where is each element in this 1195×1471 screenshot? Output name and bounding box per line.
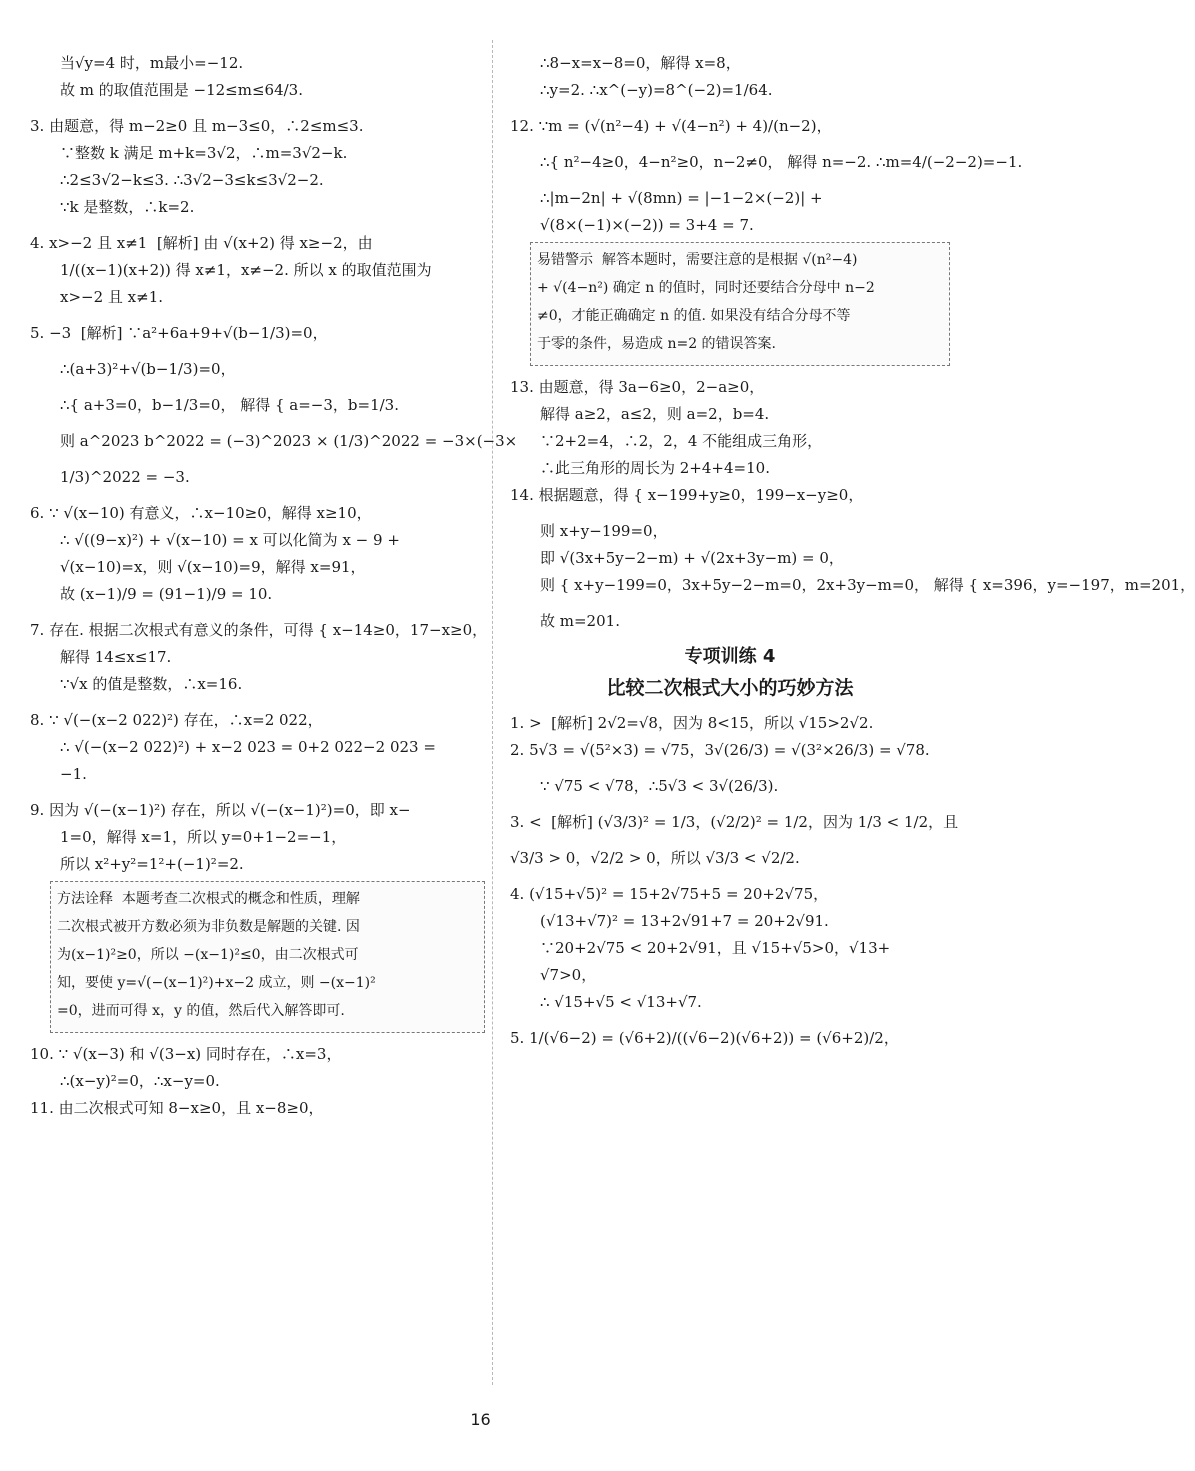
text-line: ∴{ n²−4≥0，4−n²≥0，n−2≠0， 解得 n=−2. ∴m=4/(−2−2)=−1.: [540, 153, 1023, 171]
text-line: ∴y=2. ∴x^(−y)=8^(−2)=1/64.: [540, 81, 773, 99]
text-line: ∵√x 的值是整数，∴x=16.: [60, 675, 243, 693]
text-line: 3. 由题意，得 m−2≥0 且 m−3≤0，∴2≤m≤3.: [30, 117, 364, 135]
text-line: 故 m 的取值范围是 −12≤m≤64/3.: [60, 81, 303, 99]
text-line: ∵ √75 < √78，∴5√3 < 3√(26/3).: [540, 777, 779, 795]
right-solutions: [510, 52, 1023, 236]
text-line: 1=0，解得 x=1，所以 y=0+1−2=−1，: [60, 828, 347, 846]
text-line: ∵k 是整数，∴k=2.: [60, 198, 195, 216]
text-line: 4. (√15+√5)² = 15+2√75+5 = 20+2√75，: [510, 885, 829, 903]
right-solutions-3: [510, 712, 959, 1049]
text-line: x>−2 且 x≠1.: [60, 288, 164, 306]
text-line: ∴(a+3)²+√(b−1/3)=0，: [60, 360, 236, 378]
text-line: ∴此三角形的周长为 2+4+4=10.: [540, 459, 770, 477]
text-line: 7. 存在. 根据二次根式有意义的条件，可得 { x−14≥0，17−x≥0，: [30, 621, 488, 639]
text-line: ∴ √((9−x)²) + √(x−10) = x 可以化简为 x − 9 +: [60, 531, 400, 549]
text-line: 故 m=201.: [540, 612, 620, 630]
text-line: ∴8−x=x−8=0，解得 x=8，: [540, 54, 741, 72]
text-line: 11. 由二次根式可知 8−x≥0，且 x−8≥0，: [30, 1099, 324, 1117]
text-line: 4. x>−2 且 x≠1 [解析] 由 √(x+2) 得 x≥−2，由: [30, 234, 373, 252]
tip-line: + √(4−n²) 确定 n 的值时，同时还要结合分母中 n−2: [537, 280, 875, 296]
text-line: 2. 5√3 = √(5²×3) = √75，3√(26/3) = √(3²×26/3) = √78.: [510, 741, 930, 759]
text-line: ∴(x−y)²=0，∴x−y=0.: [60, 1072, 220, 1090]
text-line: 则 { x+y−199=0，3x+5y−2−m=0，2x+3y−m=0， 解得 { x=396，y=−197，m=201，: [540, 576, 1195, 594]
text-line: 6. ∵ √(x−10) 有意义，∴x−10≥0，解得 x≥10，: [30, 504, 372, 522]
section-title: 专项训练 4: [684, 646, 776, 667]
section-subtitle: 比较二次根式大小的巧妙方法: [606, 677, 854, 699]
text-line: 1/((x−1)(x+2)) 得 x≠1，x≠−2. 所以 x 的取值范围为: [60, 261, 432, 279]
text-line: 9. 因为 √(−(x−1)²) 存在，所以 √(−(x−1)²)=0，即 x−: [30, 801, 411, 819]
text-line: ∵20+2√75 < 20+2√91，且 √15+√5>0，√13+: [540, 939, 891, 957]
text-line: 10. ∵ √(x−3) 和 √(3−x) 同时存在，∴x=3，: [30, 1045, 342, 1063]
text-line: 12. ∵m = (√(n²−4) + √(4−n²) + 4)/(n−2)，: [510, 117, 832, 135]
text-line: 14. 根据题意，得 { x−199+y≥0，199−x−y≥0，: [510, 486, 864, 504]
text-line: 所以 x²+y²=1²+(−1)²=2.: [60, 855, 244, 873]
text-line: −1.: [60, 765, 87, 783]
method-tip-text: [57, 888, 478, 1022]
text-line: 8. ∵ √(−(x−2 022)²) 存在，∴x=2 022，: [30, 711, 323, 729]
tip-line: 为(x−1)²≥0，所以 −(x−1)²≤0，由二次根式可: [57, 947, 359, 963]
text-line: (√13+√7)² = 13+2√91+7 = 20+2√91.: [540, 912, 829, 930]
tip-line: =0，进而可得 x，y 的值，然后代入解答即可.: [57, 1003, 345, 1019]
warning-tip-box: [530, 242, 950, 366]
text-line: 即 √(3x+5y−2−m) + √(2x+3y−m) = 0，: [540, 549, 844, 567]
text-line: ∴ √(−(x−2 022)²) + x−2 023 = 0+2 022−2 023 =: [60, 738, 436, 756]
left-solutions: [30, 52, 518, 875]
warning-tip-text: [537, 249, 943, 355]
text-line: 5. −3 [解析] ∵a²+6a+9+√(b−1/3)=0，: [30, 324, 328, 342]
text-line: ∴{ a+3=0，b−1/3=0， 解得 { a=−3，b=1/3.: [60, 396, 399, 414]
text-line: 5. 1/(√6−2) = (√6+2)/((√6−2)(√6+2)) = (√6+2)/2，: [510, 1029, 899, 1047]
text-line: ∵整数 k 满足 m+k=3√2，∴m=3√2−k.: [60, 144, 348, 162]
method-tip-box: [50, 881, 485, 1033]
text-line: 解得 14≤x≤17.: [60, 648, 172, 666]
text-line: 则 a^2023 b^2022 = (−3)^2023 × (1/3)^2022 = −3×(−3×: [60, 432, 518, 450]
text-line: ∴|m−2n| + √(8mn) = |−1−2×(−2)| +: [540, 189, 823, 207]
text-line: 13. 由题意，得 3a−6≥0，2−a≥0，: [510, 378, 765, 396]
tip-line: 二次根式被开方数必须为非负数是解题的关键. 因: [57, 919, 360, 935]
text-line: 1/3)^2022 = −3.: [60, 468, 190, 486]
text-line: 则 x+y−199=0，: [540, 522, 668, 540]
text-line: √(8×(−1)×(−2)) = 3+4 = 7.: [540, 216, 754, 234]
text-line: 故 (x−1)/9 = (91−1)/9 = 10.: [60, 585, 273, 603]
tip-line: ≠0，才能正确确定 n 的值. 如果没有结合分母不等: [537, 308, 851, 324]
text-line: ∵2+2=4，∴2，2，4 不能组成三角形，: [540, 432, 823, 450]
text-line: 当√y=4 时，m最小=−12.: [60, 54, 244, 72]
text-line: 3. < [解析] (√3/3)² = 1/3，(√2/2)² = 1/2，因为 1/3 < 1/2，且: [510, 813, 959, 831]
text-line: √7>0，: [540, 966, 597, 984]
text-line: ∴2≤3√2−k≤3. ∴3√2−3≤k≤3√2−2.: [60, 171, 324, 189]
text-line: √3/3 > 0，√2/2 > 0，所以 √3/3 < √2/2.: [510, 849, 800, 867]
text-line: ∴ √15+√5 < √13+√7.: [540, 993, 702, 1011]
text-line: 1. > [解析] 2√2=√8，因为 8<15，所以 √15>2√2.: [510, 714, 874, 732]
page-number: 16: [470, 1410, 491, 1429]
left-column: [30, 52, 518, 1124]
tip-line: 于零的条件，易造成 n=2 的错误答案.: [537, 336, 777, 352]
tip-line: 知，要使 y=√(−(x−1)²)+x−2 成立，则 −(x−1)²: [57, 975, 376, 991]
left-solutions-2: [30, 1043, 485, 1119]
text-line: √(x−10)=x，则 √(x−10)=9，解得 x=91，: [60, 558, 366, 576]
right-column: [510, 52, 1195, 1054]
tip-line: 方法诠释 本题考查二次根式的概念和性质，理解: [57, 891, 360, 907]
text-line: 解得 a≥2，a≤2，则 a=2，b=4.: [540, 405, 770, 423]
right-solutions-2: [510, 376, 1195, 632]
column-divider: [492, 40, 493, 1385]
tip-line: 易错警示 解答本题时，需要注意的是根据 √(n²−4): [537, 252, 858, 268]
